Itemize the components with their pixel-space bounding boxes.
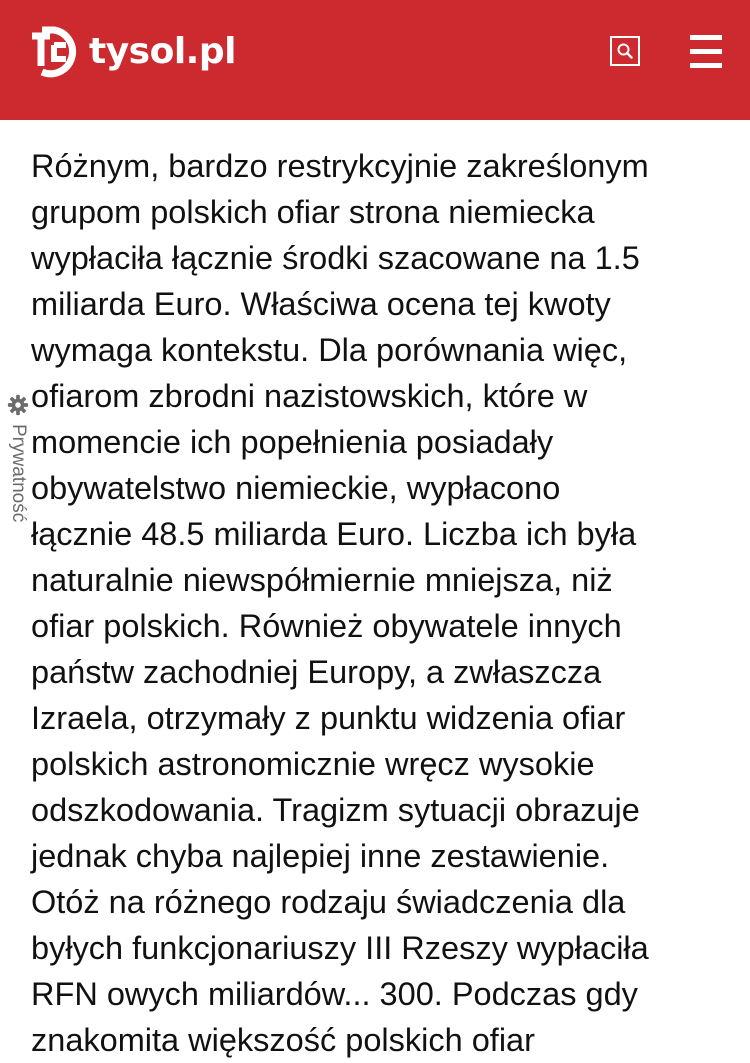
logo-mark-icon xyxy=(28,26,82,78)
article-line: ofiar polskich. Również obywatele innych xyxy=(31,608,622,644)
article-line: wypłaciła łącznie środki szacowane na 1.5 xyxy=(31,240,640,276)
article-line: polskich astronomicznie wręcz wysokie xyxy=(31,746,595,782)
article-line: RFN owych miliardów... 300. Podczas gdy xyxy=(31,976,638,1012)
article-line: znakomita większość polskich ofiar xyxy=(31,1022,535,1058)
article-line: Izraela, otrzymały z punktu widzenia ofiar xyxy=(31,700,626,736)
article-line: grupom polskich ofiar strona niemiecka xyxy=(31,194,595,230)
article-line: wymaga kontekstu. Dla porównania więc, xyxy=(31,332,628,368)
article-line: łącznie 48.5 miliarda Euro. Liczba ich była xyxy=(31,516,637,552)
article-line: państw zachodniej Europy, a zwłaszcza xyxy=(31,654,602,690)
site-name: tysol.pl xyxy=(89,31,236,72)
article-line: odszkodowania. Tragizm sytuacji obrazuje xyxy=(31,792,640,828)
article-line: jednak chyba najlepiej inne zestawienie. xyxy=(31,838,610,874)
article-body xyxy=(31,143,731,1063)
article-line: naturalnie niewspółmiernie mniejsza, niż xyxy=(31,562,613,598)
article-line: miliarda Euro. Właściwa ocena tej kwoty xyxy=(31,286,611,322)
article-line: byłych funkcjonariuszy III Rzeszy wypłaciła xyxy=(31,930,649,966)
article-line: Różnym, bardzo restrykcyjnie zakreślonym xyxy=(31,148,649,184)
site-header xyxy=(0,0,750,120)
privacy-tab-label: Prywatność xyxy=(8,424,29,523)
search-button[interactable] xyxy=(610,36,640,66)
privacy-settings-tab[interactable] xyxy=(0,388,36,558)
article-line: obywatelstwo niemieckie, wypłacono xyxy=(31,470,561,506)
site-logo[interactable] xyxy=(28,26,236,78)
article-line: Otóż na różnego rodzaju świadczenia dla xyxy=(31,884,626,920)
article-line: ofiarom zbrodni nazistowskich, które w xyxy=(31,378,588,414)
gear-icon xyxy=(7,394,29,416)
article-line: momencie ich popełnienia posiadały xyxy=(31,424,554,460)
hamburger-menu-button[interactable] xyxy=(690,35,722,69)
search-icon xyxy=(616,42,634,60)
